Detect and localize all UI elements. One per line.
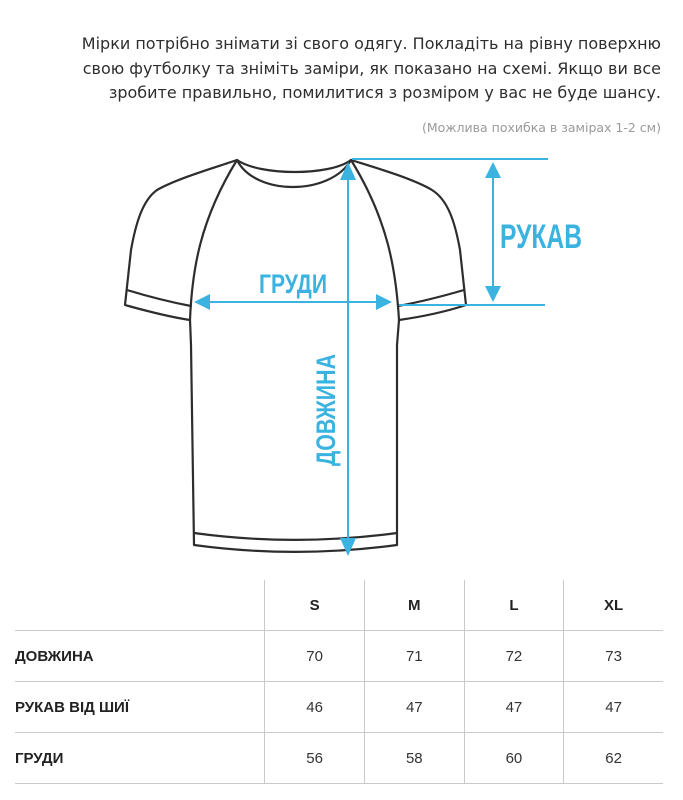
size-table-header: [15, 580, 663, 631]
tshirt-left-sleeve-hem: [127, 290, 191, 306]
row-label: РУКАВ ВІД ШИЇ: [15, 682, 265, 733]
size-column-header: XL: [564, 580, 663, 631]
table-cell: 56: [265, 733, 365, 784]
length-label: ДОВЖИНА: [311, 324, 341, 466]
length-arrow-head-bottom: [340, 538, 356, 556]
table-cell: 62: [564, 733, 663, 784]
size-column-header: S: [265, 580, 365, 631]
sleeve-label: РУКАВ: [500, 218, 582, 256]
tshirt-bottom-hem: [194, 533, 397, 540]
table-cell: 58: [364, 733, 464, 784]
size-column-header: L: [464, 580, 564, 631]
chest-label: ГРУДИ: [259, 269, 327, 299]
measurement-error-note: (Можлива похибка в замірах 1-2 см): [421, 120, 661, 135]
table-row: [15, 682, 663, 733]
instructions-line: Мірки потрібно знімати зі свого одягу. Покладіть на рівну поверхню: [81, 34, 661, 53]
table-cell: 73: [564, 631, 663, 682]
size-table: [15, 580, 663, 784]
instructions-line: свою футболку та зніміть заміри, як показано на схемі. Якщо ви все: [82, 58, 661, 78]
row-label: ГРУДИ: [15, 733, 265, 784]
table-cell: 60: [464, 733, 564, 784]
table-cell: 47: [364, 682, 464, 733]
table-cell: 70: [265, 631, 365, 682]
table-cell: 71: [364, 631, 464, 682]
chest-arrow-head-right: [376, 294, 392, 310]
chest-arrow-head-left: [194, 294, 210, 310]
sleeve-arrow-head-top: [485, 162, 501, 178]
size-table-corner: [15, 580, 265, 631]
tshirt-right-seam: [351, 160, 399, 320]
table-cell: 46: [265, 682, 365, 733]
table-cell: 47: [564, 682, 663, 733]
tshirt-left-seam: [190, 160, 237, 320]
sleeve-arrow-head-bottom: [485, 286, 501, 302]
table-row: [15, 733, 663, 784]
table-cell: 47: [464, 682, 564, 733]
size-column-header: M: [364, 580, 464, 631]
tshirt-right-sleeve-hem: [398, 290, 464, 306]
table-row: [15, 631, 663, 682]
table-cell: 72: [464, 631, 564, 682]
tshirt-outline: [125, 160, 466, 552]
instructions-line: зробите правильно, помилитися з розміром у вас не буде шансу.: [108, 83, 661, 102]
tshirt-collar: [237, 160, 351, 187]
row-label: ДОВЖИНА: [15, 631, 265, 682]
